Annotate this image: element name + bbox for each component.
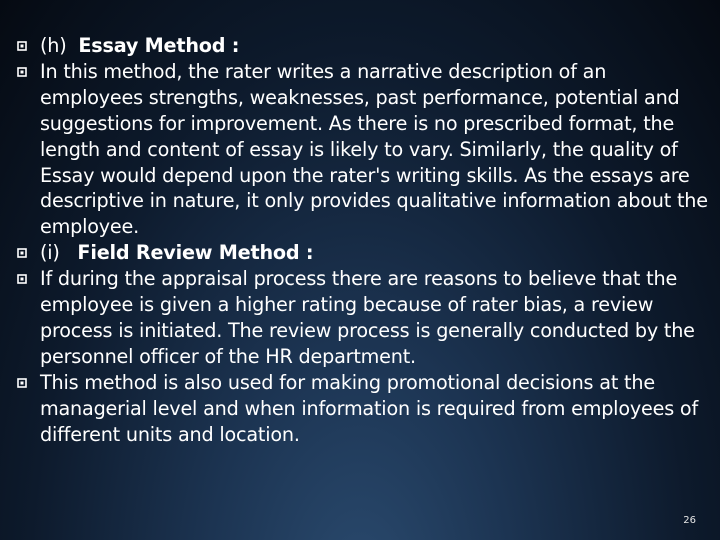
square-bullet-icon bbox=[17, 41, 27, 51]
bullet-text: If during the appraisal process there are reasons to believe that the employee is given a higher rating because of rater bias, a review process is initiated. The review process is generally conducted by the personnel officer of the HR department. bbox=[40, 267, 695, 368]
bullet-heading: Essay Method : bbox=[78, 34, 240, 57]
bullet-heading: Field Review Method : bbox=[77, 241, 314, 265]
bullet-promotional-decisions bbox=[14, 370, 714, 448]
bullet-field-review-description bbox=[14, 266, 714, 370]
square-bullet-icon bbox=[17, 67, 27, 77]
bullet-field-review-heading bbox=[14, 240, 714, 266]
bullet-label: (h) bbox=[40, 34, 67, 57]
bullet-essay-method-description bbox=[14, 59, 714, 240]
square-bullet-icon bbox=[17, 274, 27, 284]
bullet-text: In this method, the rater writes a narrative description of an employees strengths, weaknesses, past performance, potential and suggestions for improvement. As there is no prescribed format, the length and content of essay is likely to vary. Similarly, the quality of Essay would depend upon the rater's writing skills. As the essays are descriptive in nature, it only provides qualitative information about the employee. bbox=[40, 59, 708, 239]
bullet-text: This method is also used for making promotional decisions at the managerial level and when information is required from employees of different units and location. bbox=[40, 370, 699, 446]
bullet-essay-method-heading bbox=[14, 33, 714, 59]
page-number: 26 bbox=[683, 515, 696, 526]
bullet-label: (i) bbox=[40, 241, 60, 265]
square-bullet-icon bbox=[17, 248, 27, 258]
square-bullet-icon bbox=[17, 378, 27, 388]
bullet-list bbox=[14, 33, 714, 448]
